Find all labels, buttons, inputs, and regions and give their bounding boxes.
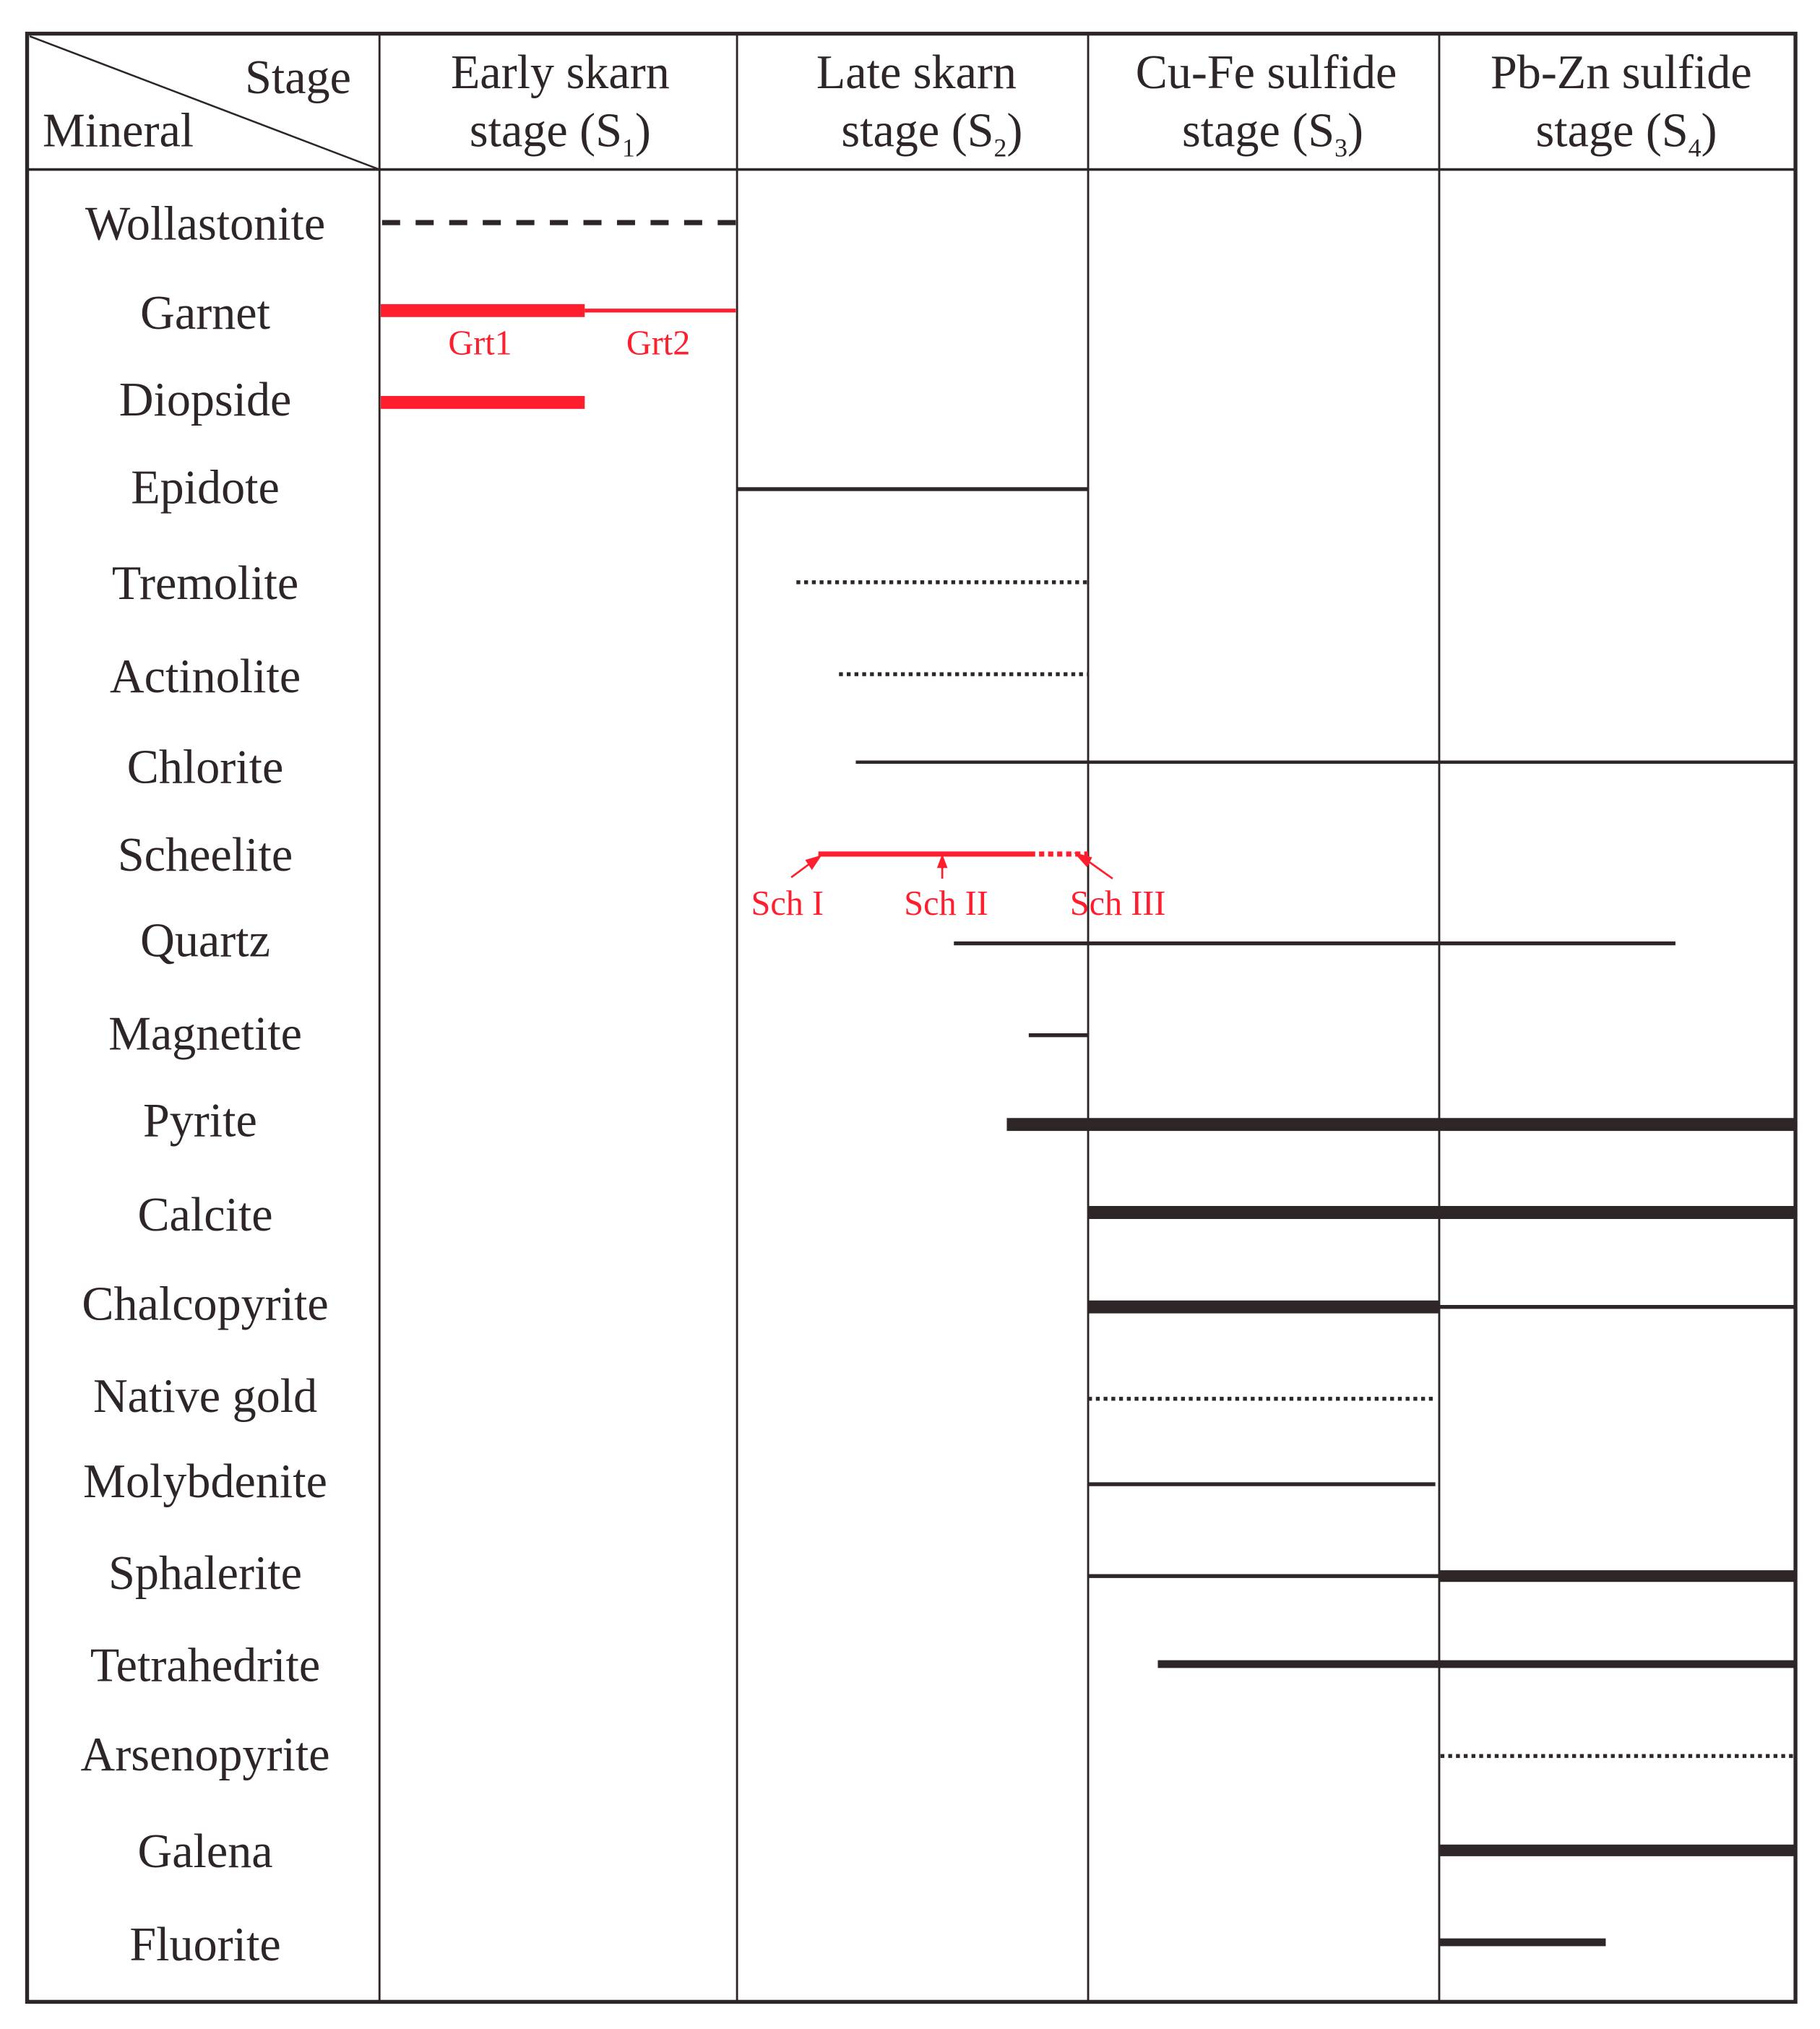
stage-s2-line2: stage $(S_2)$ <box>841 104 1023 163</box>
label-sch-2: Sch II <box>904 884 988 923</box>
mineral-label: Galena <box>137 1825 273 1879</box>
corner-label-stage: Stage <box>245 51 351 104</box>
corner-label-mineral: Mineral <box>42 104 194 158</box>
label-grt1: Grt1 <box>448 324 512 363</box>
mineral-column <box>81 197 330 1971</box>
stage-s2-line1: Late skarn <box>816 46 1017 99</box>
arrow-head-icon <box>939 857 946 867</box>
mineral-label: Native gold <box>92 1369 318 1423</box>
stage-s1-line2: stage $(S_1)$ <box>469 104 651 163</box>
label-sch-1: Sch I <box>751 884 824 923</box>
mineral-label: Magnetite <box>108 1007 303 1061</box>
label-sch-3: Sch III <box>1069 884 1166 923</box>
mineral-label: Chlorite <box>126 741 284 794</box>
mineral-label: Tremolite <box>111 557 299 611</box>
mineral-label: Scheelite <box>117 829 293 882</box>
mineral-label: Fluorite <box>129 1918 281 1972</box>
stage-s1-line1: Early skarn <box>450 46 670 99</box>
mineral-label: Garnet <box>140 286 270 340</box>
arrow-head-icon <box>807 857 820 869</box>
label-grt2: Grt2 <box>626 324 691 363</box>
table-header <box>43 46 1752 163</box>
stage-s4-line2: stage $(S_4)$ <box>1535 104 1717 163</box>
mineral-label: Calcite <box>137 1188 273 1242</box>
mineral-label: Arsenopyrite <box>80 1728 330 1781</box>
stage-s4-line1: Pb-Zn sulfide <box>1491 46 1752 99</box>
mineral-label: Molybdenite <box>83 1455 327 1508</box>
annotations <box>448 324 1165 923</box>
stage-s3-line1: Cu-Fe sulfide <box>1135 46 1397 99</box>
stage-s3-line2: stage $(S_3)$ <box>1182 104 1364 163</box>
mineral-label: Sphalerite <box>108 1547 303 1601</box>
mineral-label: Epidote <box>131 461 280 514</box>
mineral-label: Pyrite <box>142 1094 257 1147</box>
mineral-label: Actinolite <box>109 650 301 704</box>
scheelite-arrows <box>791 854 1113 879</box>
mineral-label: Wollastonite <box>85 197 326 251</box>
mineral-label: Tetrahedrite <box>90 1639 321 1692</box>
mineral-label: Diopside <box>118 373 292 426</box>
mineral-label: Chalcopyrite <box>82 1278 329 1331</box>
mineral-label: Quartz <box>140 914 270 968</box>
